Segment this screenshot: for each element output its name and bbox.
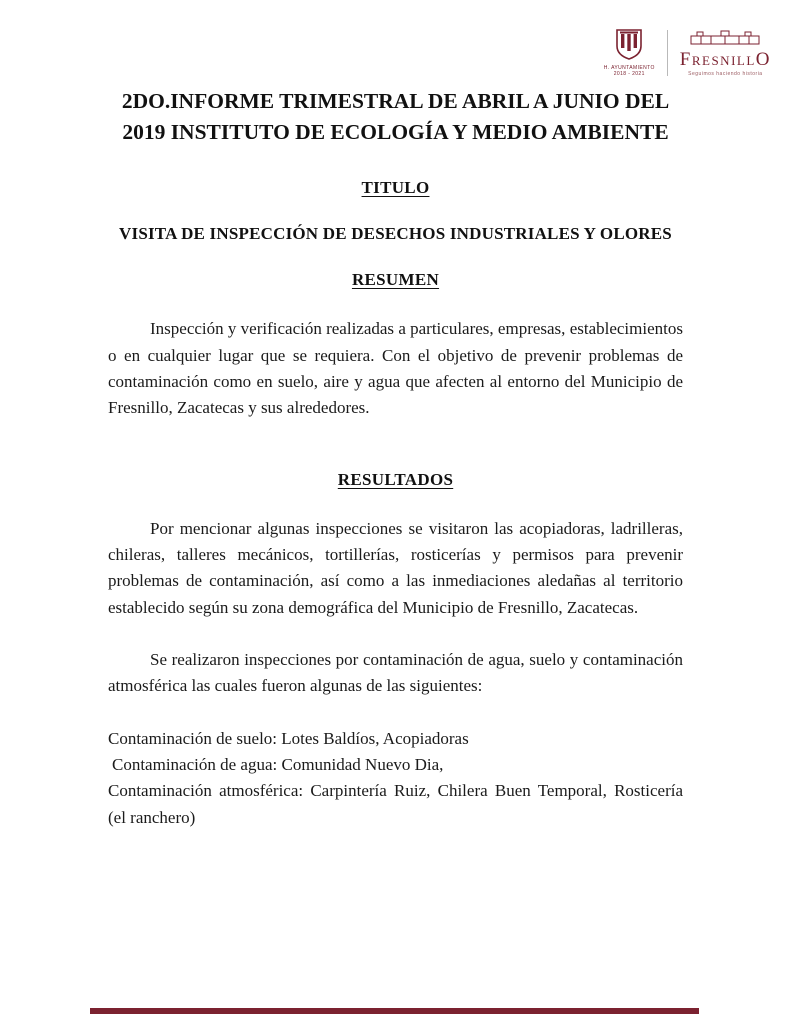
crest-caption-line2: 2018 - 2021 xyxy=(613,71,645,77)
section-heading-titulo: TITULO xyxy=(361,178,430,198)
list-item-contaminacion-suelo: Contaminación de suelo: Lotes Baldíos, Acopiadoras xyxy=(108,728,469,748)
resultados-paragraph-2: Se realizaron inspecciones por contaminación de agua, suelo y contaminación atmosférica las cuales fueron algunas de las siguientes: xyxy=(108,650,683,696)
document-content xyxy=(108,86,683,831)
report-title: 2DO.INFORME TRIMESTRAL DE ABRIL A JUNIO DEL 2019 INSTITUTO DE ECOLOGÍA Y MEDIO AMBIENTE xyxy=(121,89,670,145)
resumen-paragraph: Inspección y verificación realizadas a particulares, empresas, establecimientos o en cualquier lugar que se requiera. Con el objetivo de prevenir problemas de contaminación como en suelo, aire y agua que afecten al entorno del Municipio de Fresnillo, Zacatecas y sus alrededores. xyxy=(108,319,683,418)
resultados-paragraph-1: Por mencionar algunas inspecciones se visitaron las acopiadoras, ladrilleras, chileras, talleres mecánicos, tortillerías, rosticerías y permisos para prevenir problemas de contaminación, así como a las inmediaciones aledañas al territorio establecido según su zona demográfica del Municipio de Fresnillo, Zacatecas. xyxy=(108,518,683,617)
fresnillo-logo xyxy=(680,29,771,77)
section-spacer xyxy=(108,448,683,470)
list-item-contaminacion-agua: Contaminación de agua: Comunidad Nuevo Dia, xyxy=(112,755,444,775)
brand-tagline: Seguimos haciendo historia xyxy=(688,70,763,77)
crest-shield-icon xyxy=(614,28,644,65)
section-heading-resumen: RESUMEN xyxy=(351,270,440,290)
report-subtitle: VISITA DE INSPECCIÓN DE DESECHOS INDUSTRIALES Y OLORES xyxy=(119,224,672,244)
brand-wordmark: FresnillO xyxy=(679,48,771,70)
building-icon xyxy=(689,29,761,50)
municipal-crest xyxy=(604,28,655,77)
header-logos xyxy=(604,28,771,77)
footer-accent-bar xyxy=(90,1008,699,1014)
section-heading-resultados: RESULTADOS xyxy=(337,469,454,489)
list-item-contaminacion-atmosferica: Contaminación atmosférica: Carpintería Ruiz, Chilera Buen Temporal, Rosticería (el ranchero) xyxy=(108,781,683,827)
logo-divider xyxy=(667,30,668,76)
crest-caption-line1: H. AYUNTAMIENTO xyxy=(603,65,655,71)
